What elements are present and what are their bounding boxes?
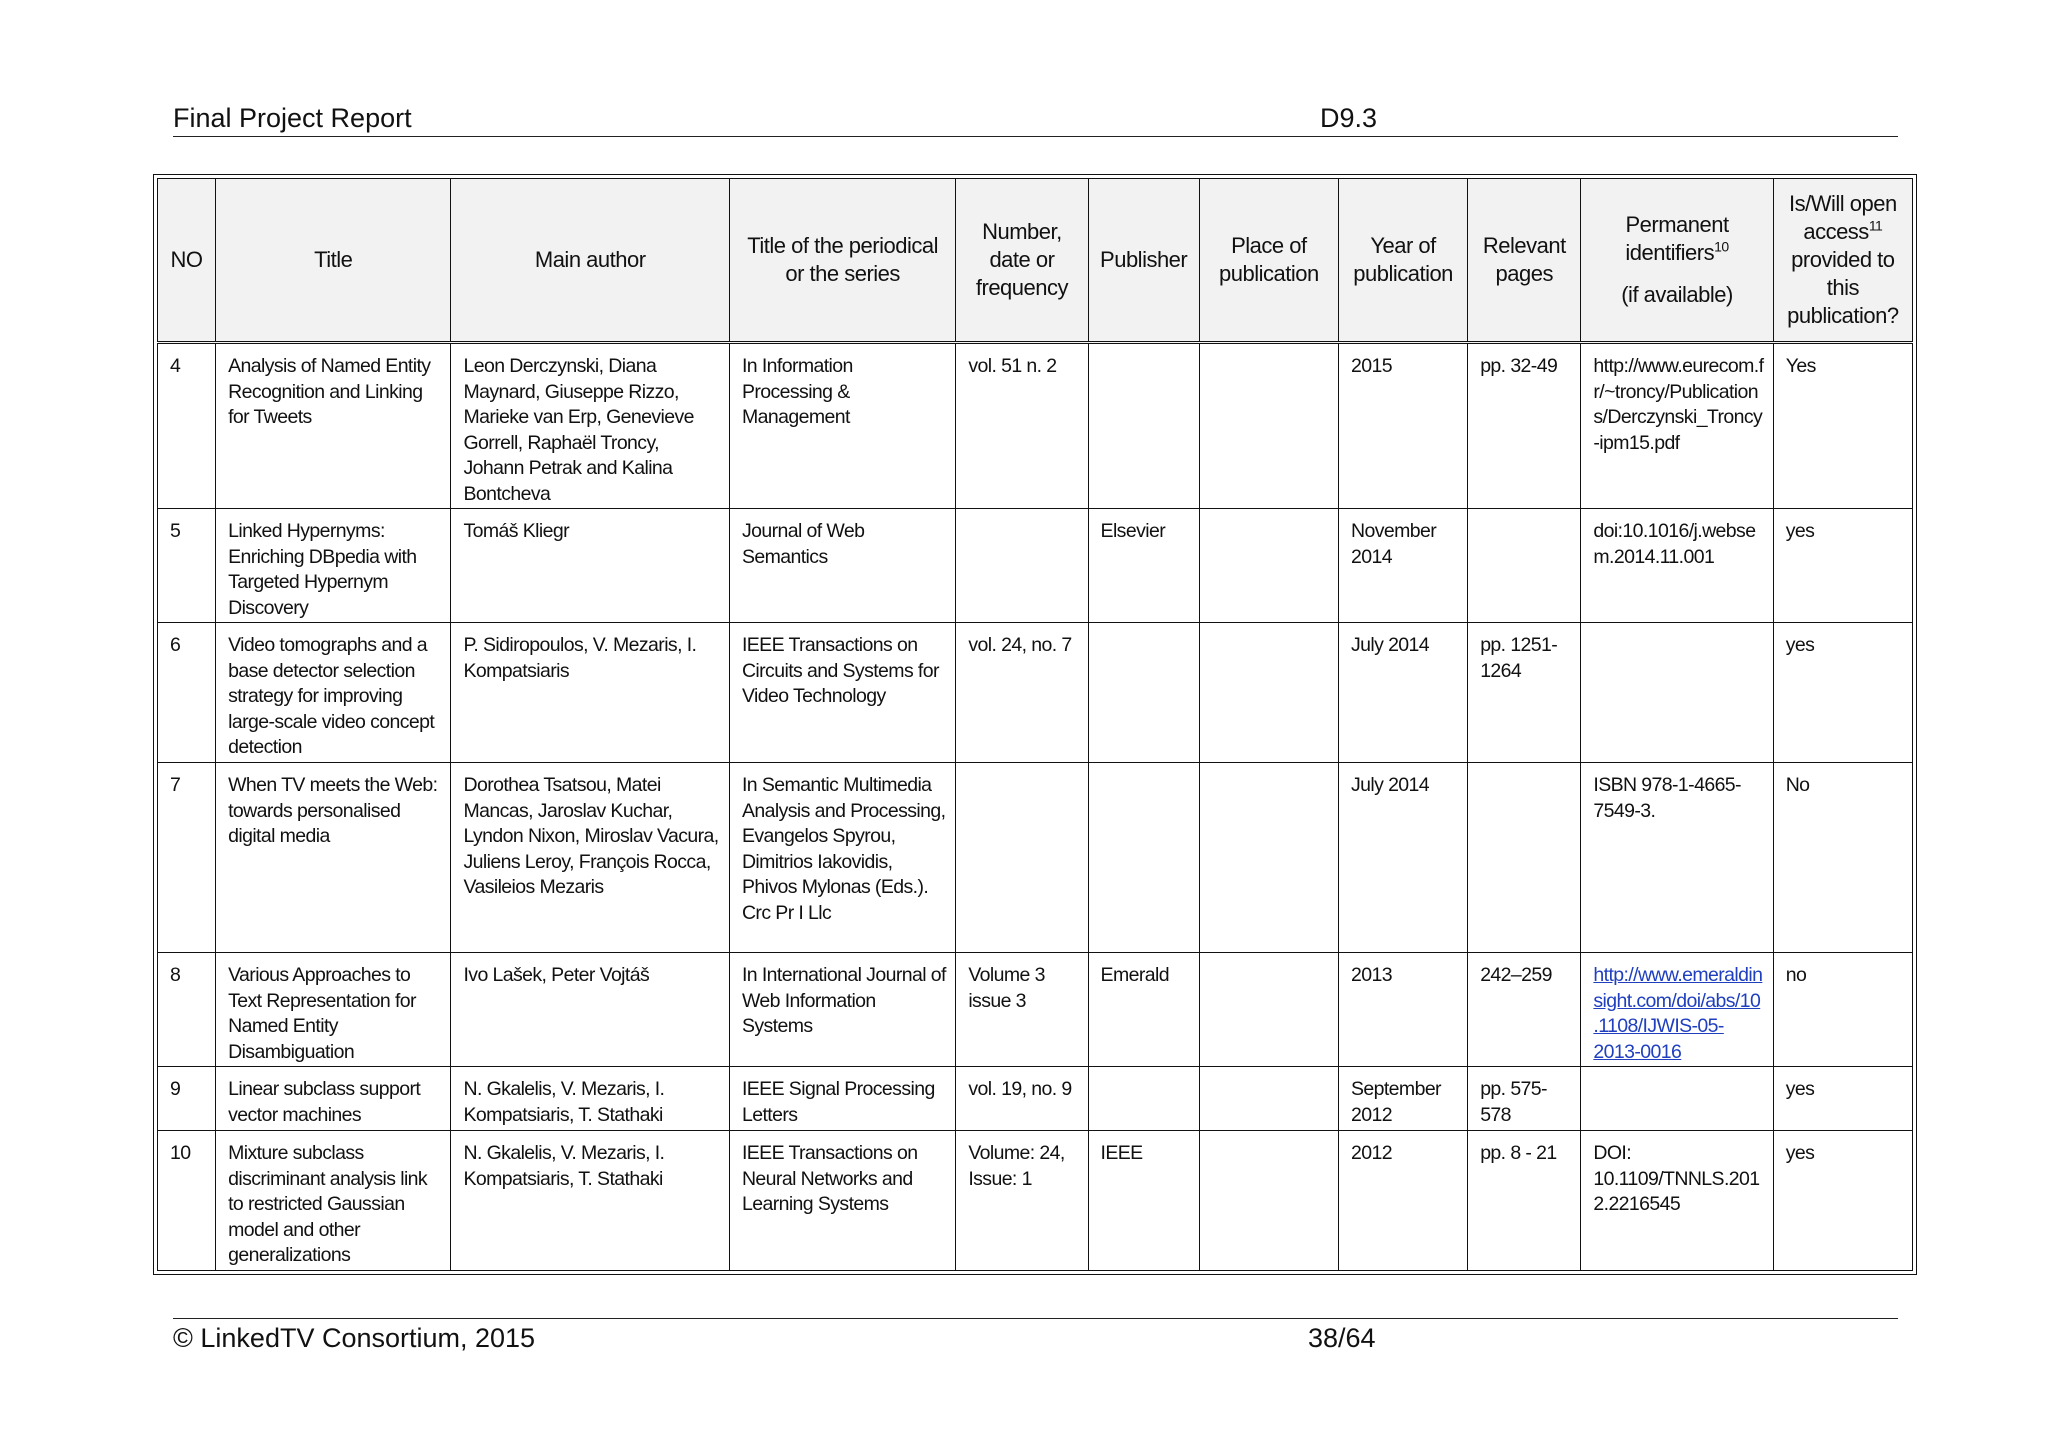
cell-periodical: IEEE Signal Processing Letters bbox=[729, 1067, 955, 1131]
table-header-row bbox=[158, 179, 1913, 343]
cell-main-author: N. Gkalelis, V. Mezaris, I. Kompatsiaris, T. Stathaki bbox=[451, 1131, 729, 1271]
cell-year: 2012 bbox=[1338, 1131, 1467, 1271]
cell-place bbox=[1199, 763, 1338, 953]
cell-identifier: ISBN 978-1-4665-7549-3. bbox=[1581, 763, 1773, 953]
col-header-number: Number, date or frequency bbox=[956, 179, 1088, 343]
cell-title: Linked Hypernyms: Enriching DBpedia with Targeted Hypernym Discovery bbox=[216, 509, 451, 623]
cell-year: 2013 bbox=[1338, 953, 1467, 1067]
cell-open-access: yes bbox=[1773, 623, 1912, 763]
col-header-permanent-identifiers bbox=[1581, 179, 1773, 343]
deliverable-id: D9.3 bbox=[1320, 103, 1378, 133]
col-header-place: Place of publication bbox=[1199, 179, 1338, 343]
identifier-link[interactable]: http://www.emeraldinsight.com/doi/abs/10.1108/IJWIS-05-2013-0016 bbox=[1593, 964, 1763, 1063]
cell-year: July 2014 bbox=[1338, 623, 1467, 763]
table-row bbox=[158, 1067, 1913, 1131]
col-header-no: NO bbox=[158, 179, 216, 343]
cell-main-author: Dorothea Tsatsou, Matei Mancas, Jaroslav Kuchar, Lyndon Nixon, Miroslav Vacura, Juliens Leroy, François Rocca, Vasileios Mezaris bbox=[451, 763, 729, 953]
col-header-open-access bbox=[1773, 179, 1912, 343]
table-row bbox=[158, 1131, 1913, 1271]
cell-publisher bbox=[1088, 763, 1199, 953]
cell-identifier bbox=[1581, 1067, 1773, 1131]
cell-place bbox=[1199, 623, 1338, 763]
table-row bbox=[158, 623, 1913, 763]
cell-number: vol. 19, no. 9 bbox=[956, 1067, 1088, 1131]
cell-open-access: Yes bbox=[1773, 343, 1912, 509]
cell-periodical: IEEE Transactions on Neural Networks and Learning Systems bbox=[729, 1131, 955, 1271]
col-header-title: Title bbox=[216, 179, 451, 343]
cell-identifier bbox=[1581, 623, 1773, 763]
cell-place bbox=[1199, 953, 1338, 1067]
cell-number bbox=[956, 763, 1088, 953]
open-access-label-1: Is/Will open access bbox=[1788, 191, 1897, 244]
cell-pages: pp. 8 - 21 bbox=[1468, 1131, 1581, 1271]
col-header-pages: Relevant pages bbox=[1468, 179, 1581, 343]
cell-no: 8 bbox=[158, 953, 216, 1067]
cell-year: July 2014 bbox=[1338, 763, 1467, 953]
cell-publisher bbox=[1088, 1067, 1199, 1131]
cell-main-author: Ivo Lašek, Peter Vojtáš bbox=[451, 953, 729, 1067]
cell-number: vol. 24, no. 7 bbox=[956, 623, 1088, 763]
table-row bbox=[158, 953, 1913, 1067]
cell-identifier bbox=[1581, 953, 1773, 1067]
col-header-periodical: Title of the periodical or the series bbox=[729, 179, 955, 343]
cell-open-access: yes bbox=[1773, 1067, 1912, 1131]
publications-table bbox=[157, 178, 1913, 1271]
cell-pages: pp. 32-49 bbox=[1468, 343, 1581, 509]
permanent-identifiers-note: (if available) bbox=[1621, 282, 1733, 307]
cell-periodical: In Semantic Multimedia Analysis and Processing, Evangelos Spyrou, Dimitrios Iakovidis, Phivos Mylonas (Eds.). Crc Pr I Llc bbox=[729, 763, 955, 953]
page-number: 38/64 bbox=[1308, 1323, 1376, 1353]
cell-no: 5 bbox=[158, 509, 216, 623]
table-row bbox=[158, 509, 1913, 623]
cell-year: November 2014 bbox=[1338, 509, 1467, 623]
cell-place bbox=[1199, 1067, 1338, 1131]
publications-table-frame bbox=[153, 174, 1917, 1275]
copyright-notice: © LinkedTV Consortium, 2015 bbox=[173, 1323, 536, 1353]
cell-title: Various Approaches to Text Representation for Named Entity Disambiguation bbox=[216, 953, 451, 1067]
cell-periodical: IEEE Transactions on Circuits and Systems for Video Technology bbox=[729, 623, 955, 763]
cell-pages bbox=[1468, 509, 1581, 623]
footnote-ref-10: 10 bbox=[1714, 238, 1729, 255]
cell-publisher bbox=[1088, 343, 1199, 509]
report-title: Final Project Report bbox=[173, 103, 412, 133]
cell-publisher: IEEE bbox=[1088, 1131, 1199, 1271]
cell-periodical: In Information Processing & Management bbox=[729, 343, 955, 509]
cell-place bbox=[1199, 509, 1338, 623]
page-footer bbox=[173, 1318, 1898, 1353]
cell-title: Analysis of Named Entity Recognition and Linking for Tweets bbox=[216, 343, 451, 509]
cell-pages: pp. 1251-1264 bbox=[1468, 623, 1581, 763]
cell-open-access: yes bbox=[1773, 1131, 1912, 1271]
col-header-publisher: Publisher bbox=[1088, 179, 1199, 343]
cell-pages: pp. 575-578 bbox=[1468, 1067, 1581, 1131]
table-row bbox=[158, 763, 1913, 953]
cell-number: Volume: 24, Issue: 1 bbox=[956, 1131, 1088, 1271]
cell-place bbox=[1199, 1131, 1338, 1271]
page-header bbox=[173, 100, 1898, 137]
footnote-ref-11: 11 bbox=[1868, 217, 1883, 234]
cell-main-author: N. Gkalelis, V. Mezaris, I. Kompatsiaris, T. Stathaki bbox=[451, 1067, 729, 1131]
cell-number: Volume 3 issue 3 bbox=[956, 953, 1088, 1067]
cell-identifier: doi:10.1016/j.websem.2014.11.001 bbox=[1581, 509, 1773, 623]
cell-title: When TV meets the Web: towards personalised digital media bbox=[216, 763, 451, 953]
cell-open-access: yes bbox=[1773, 509, 1912, 623]
cell-no: 4 bbox=[158, 343, 216, 509]
cell-publisher: Emerald bbox=[1088, 953, 1199, 1067]
cell-identifier: http://www.eurecom.fr/~troncy/Publications/Derczynski_Troncy-ipm15.pdf bbox=[1581, 343, 1773, 509]
cell-number: vol. 51 n. 2 bbox=[956, 343, 1088, 509]
cell-publisher: Elsevier bbox=[1088, 509, 1199, 623]
cell-open-access: No bbox=[1773, 763, 1912, 953]
col-header-year: Year of publication bbox=[1338, 179, 1467, 343]
cell-no: 6 bbox=[158, 623, 216, 763]
cell-number bbox=[956, 509, 1088, 623]
cell-periodical: Journal of Web Semantics bbox=[729, 509, 955, 623]
cell-place bbox=[1199, 343, 1338, 509]
col-header-main-author: Main author bbox=[451, 179, 729, 343]
cell-open-access: no bbox=[1773, 953, 1912, 1067]
cell-title: Linear subclass support vector machines bbox=[216, 1067, 451, 1131]
cell-pages: 242–259 bbox=[1468, 953, 1581, 1067]
open-access-label-2: provided to this publication? bbox=[1787, 247, 1899, 328]
cell-pages bbox=[1468, 763, 1581, 953]
cell-no: 10 bbox=[158, 1131, 216, 1271]
cell-title: Mixture subclass discriminant analysis link to restricted Gaussian model and other generalizations bbox=[216, 1131, 451, 1271]
cell-no: 9 bbox=[158, 1067, 216, 1131]
cell-periodical: In International Journal of Web Information Systems bbox=[729, 953, 955, 1067]
cell-year: September 2012 bbox=[1338, 1067, 1467, 1131]
cell-main-author: P. Sidiropoulos, V. Mezaris, I. Kompatsiaris bbox=[451, 623, 729, 763]
cell-publisher bbox=[1088, 623, 1199, 763]
cell-main-author: Leon Derczynski, Diana Maynard, Giuseppe Rizzo, Marieke van Erp, Genevieve Gorrell, Raphaël Troncy, Johann Petrak and Kalina Bontcheva bbox=[451, 343, 729, 509]
table-row bbox=[158, 343, 1913, 509]
cell-year: 2015 bbox=[1338, 343, 1467, 509]
cell-main-author: Tomáš Kliegr bbox=[451, 509, 729, 623]
permanent-identifiers-label: Permanent identifiers bbox=[1625, 212, 1729, 265]
cell-identifier: DOI: 10.1109/TNNLS.2012.2216545 bbox=[1581, 1131, 1773, 1271]
cell-title: Video tomographs and a base detector selection strategy for improving large-scale video concept detection bbox=[216, 623, 451, 763]
cell-no: 7 bbox=[158, 763, 216, 953]
